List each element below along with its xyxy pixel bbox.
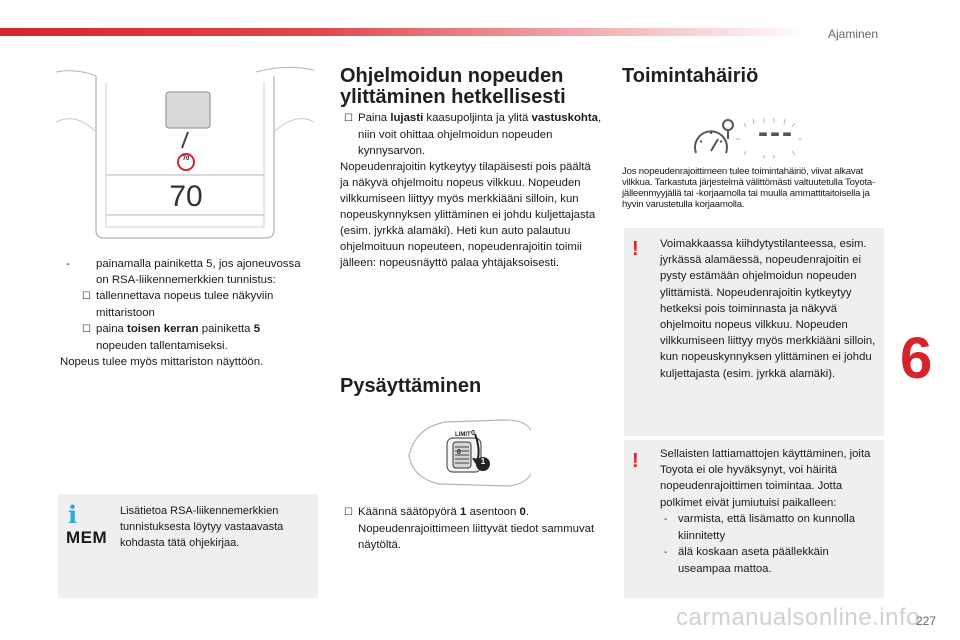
- checkbox-icon: ☐: [344, 507, 353, 518]
- fault-title: Toimintahäiriö: [622, 65, 759, 87]
- section-label: Ajaminen: [828, 27, 879, 41]
- override-text: [340, 110, 602, 271]
- warning-1-text: Voimakkaassa kiihdytystilanteessa, esim. jyrkässä alamäessä, nopeudenrajoitin ei pysty estämään ohjelmoidun nopeuden ylittämistä. Nopeudenrajoitin kytkeytyy hetkeksi pois toiminnasta ja näkyvä ohjelmoitu nopeus vilkkuu. Nopeuden vilkkumiseen liittyy myös merkkiääni silloin, kun nopeuskynnyksen ylittäminen ei johdu kuljettajasta (esim. jyrkkä alamäki).: [660, 238, 876, 380]
- dial-zero-label: 0: [471, 430, 475, 437]
- chapter-number: 6: [900, 326, 933, 391]
- text-span: painiketta: [198, 323, 254, 335]
- dash-item-text: painamalla painiketta 5, jos ajoneuvossa on RSA-liikennemerkkien tunnistus:: [96, 258, 301, 286]
- speed-sign-value: 70: [182, 156, 190, 162]
- override-paragraph: Nopeudenrajoitin kytkeytyy tilapäisesti pois päältä ja näkyvä ohjelmoitu nopeus vilkkuu. Nopeuden vilkkumiseen liittyy myös merkkiääni silloin, kun nopeuskynnyksen ylittäminen ei johdu kuljettajasta (esim. jyrkkä alamäki). Heti kun auto palautuu ohjelmoituun nopeuteen, nopeudenrajoitin toimii jälleen: nopeusnäyttö palaa yhtäjaksoisesti.: [340, 161, 596, 269]
- watermark-text: carmanualsonline.info: [676, 604, 920, 631]
- warning-2-text: Sellaisten lattiamattojen käyttäminen, joita Toyota ei ole hyväksynyt, voi häiritä nopeudenrajoittimen toimintaa. Jotta polkimet eivät jumiutuisi paikalleen:: [660, 448, 871, 509]
- text-span: Paina: [358, 112, 391, 124]
- dash-bullet: -: [664, 547, 668, 559]
- col1-text: - painamalla painiketta 5, jos ajoneuvossa on RSA-liikennemerkkien tunnistus: ☐ tallennettava nopeus tulee näkyviin mittaristoon ☐ paina toisen kerran painiketta 5 nopeuden tallentamiseksi. Nopeus tulee myös mittariston näyttöön.: [60, 256, 312, 370]
- warning-icon: !: [632, 450, 639, 472]
- header-accent-bar: [0, 28, 810, 36]
- control-stalk-illustration: [405, 416, 535, 490]
- bold-text: 1: [459, 506, 467, 518]
- bold-text: lujasti: [390, 112, 424, 124]
- stop-title: Pysäyttäminen: [340, 375, 482, 397]
- warning-box-1: [624, 228, 884, 436]
- check-item-text: tallennettava nopeus tulee näkyviin mittaristoon: [96, 290, 274, 319]
- page-number: 227: [916, 614, 937, 628]
- warning-2-item: varmista, että lisämatto on kunnolla kiinnitetty: [678, 512, 856, 543]
- text-span: nopeuden tallentamiseksi.: [96, 340, 228, 352]
- checkbox-icon: ☐: [82, 291, 91, 302]
- checkbox-icon: ☐: [344, 113, 353, 124]
- bold-text: vastuskohta: [531, 112, 598, 124]
- info-icon: i: [68, 500, 78, 529]
- text-span: paina: [96, 323, 128, 335]
- warning-icon: !: [632, 238, 639, 260]
- mem-icon: MEM: [66, 528, 108, 547]
- text-span: asentoon: [466, 506, 520, 518]
- display-speed-value: 70: [169, 180, 203, 213]
- fault-text: Jos nopeudenrajoittimeen tulee toimintahäiriö, viivat alkavat vilkkua. Tarkastuta järjestelmä välittömästi valtuutetulla Toyota-jälleenmyyjällä tai -korjaamolla tai muulla ammattitaitoisella ja hyvin varustetulla korjaamolla.: [622, 166, 876, 210]
- title-line-2: ylittäminen hetkellisesti: [340, 86, 566, 108]
- warning-2-item: älä koskaan aseta päällekkäin useampaa mattoa.: [678, 546, 829, 576]
- bold-text: 0: [519, 506, 526, 518]
- checkbox-icon: ☐: [82, 324, 91, 335]
- info-text: Lisätietoa RSA-liikennemerkkien tunnistuksesta löytyy vastaavasta kohdasta tätä ohjekirjaa.: [120, 505, 284, 549]
- dial-position-zero: 0: [457, 449, 461, 456]
- text-span: . Nopeudenrajoittimeen liittyvät tiedot sammuvat näytöltä.: [358, 506, 595, 551]
- fault-dashes: ---: [758, 116, 794, 149]
- dash-bullet: -: [664, 513, 668, 525]
- title-line-1: Ohjelmoidun nopeuden: [340, 65, 564, 87]
- dial-marker-label: 1: [480, 457, 486, 466]
- text-span: Käännä säätöpyörä: [358, 506, 460, 518]
- dial-limit-label: LIMIT: [455, 432, 471, 438]
- section-title-override: [340, 66, 610, 108]
- text-span: kaasupoljinta ja ylitä: [423, 112, 532, 124]
- bold-text: 5: [253, 323, 261, 335]
- warning-2-content: [660, 446, 878, 578]
- stop-text: [340, 504, 602, 553]
- info-box: [58, 494, 318, 598]
- text-span: , niin voit ohittaa ohjelmoidun nopeuden kynnysarvon.: [358, 112, 602, 157]
- bold-text: toisen kerran: [127, 323, 199, 335]
- warning-box-2: [624, 440, 884, 598]
- closing-text: Nopeus tulee myös mittariston näyttöön.: [60, 356, 264, 368]
